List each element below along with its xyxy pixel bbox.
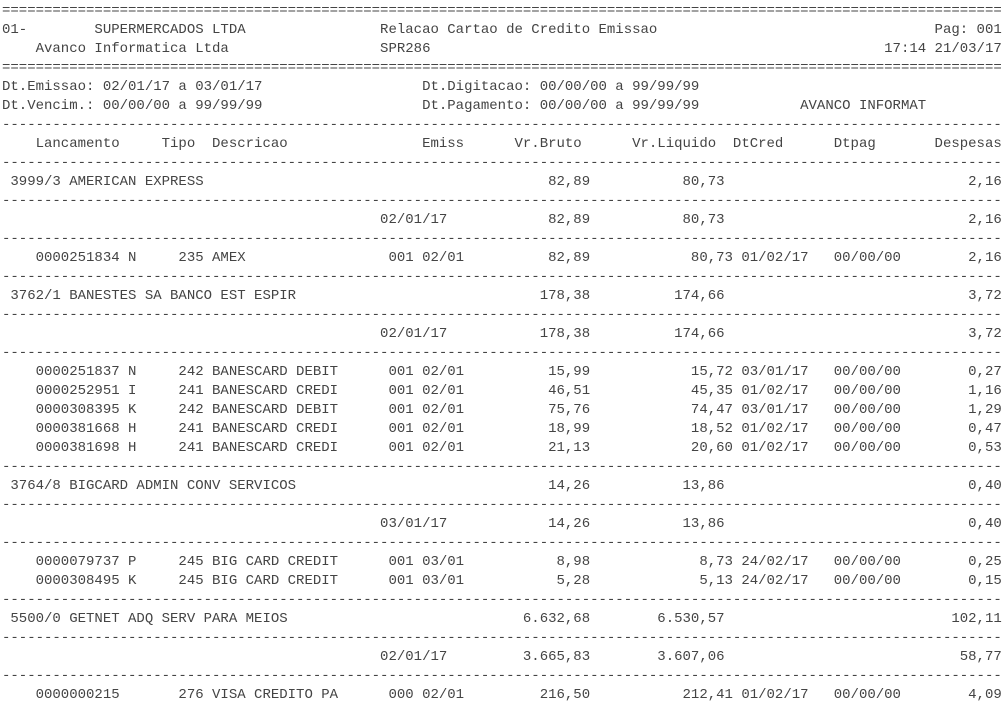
filter-dates-line: Dt.Vencim.: 00/00/00 a 99/99/99 Dt.Pagamento: 00/00/00 a 99/99/99 AVANCO INFORMAT	[2, 98, 1002, 114]
detail-row: 0000251834 N 235 AMEX 001 02/01 82,89 80,73 01/02/17 00/00/00 2,16	[2, 250, 1002, 266]
group-total-row: 3762/1 BANESTES SA BANCO EST ESPIR 178,38 174,66 3,72	[2, 288, 1002, 304]
detail-row: 0000381698 H 241 BANESCARD CREDI 001 02/01 21,13 20,60 01/02/17 00/00/00 0,53	[2, 440, 1002, 456]
date-subtotal-row: 02/01/17 178,38 174,66 3,72	[2, 326, 1002, 342]
separator-dashed-line: -----------------------------------------------------------------------------------------------------------------------	[2, 269, 1002, 285]
date-subtotal-row: 03/01/17 14,26 13,86 0,40	[2, 516, 1002, 532]
separator-dashed-line: -----------------------------------------------------------------------------------------------------------------------	[2, 231, 1002, 247]
filter-dates-line: Dt.Emissao: 02/01/17 a 03/01/17 Dt.Digitacao: 00/00/00 a 99/99/99	[2, 79, 1002, 95]
separator-dashed-line: -----------------------------------------------------------------------------------------------------------------------	[2, 497, 1002, 513]
detail-row: 0000000215 276 VISA CREDITO PA 000 02/01 216,50 212,41 01/02/17 00/00/00 4,09	[2, 687, 1002, 703]
report-title-line: 01- SUPERMERCADOS LTDA Relacao Cartao de Credito Emissao Pag: 001	[2, 22, 1002, 38]
separator-dashed-line: -----------------------------------------------------------------------------------------------------------------------	[2, 345, 1002, 361]
separator-dashed-line: -----------------------------------------------------------------------------------------------------------------------	[2, 668, 1002, 684]
separator-double-line: =======================================================================================================================	[2, 3, 1002, 19]
detail-row: 0000251837 N 242 BANESCARD DEBIT 001 02/01 15,99 15,72 03/01/17 00/00/00 0,27	[2, 364, 1002, 380]
separator-dashed-line: -----------------------------------------------------------------------------------------------------------------------	[2, 459, 1002, 475]
separator-double-line: =======================================================================================================================	[2, 60, 1002, 76]
separator-dashed-line: -----------------------------------------------------------------------------------------------------------------------	[2, 307, 1002, 323]
detail-row: 0000079737 P 245 BIG CARD CREDIT 001 03/01 8,98 8,73 24/02/17 00/00/00 0,25	[2, 554, 1002, 570]
separator-dashed-line: -----------------------------------------------------------------------------------------------------------------------	[2, 630, 1002, 646]
detail-row: 0000381668 H 241 BANESCARD CREDI 001 02/01 18,99 18,52 01/02/17 00/00/00 0,47	[2, 421, 1002, 437]
separator-dashed-line: -----------------------------------------------------------------------------------------------------------------------	[2, 117, 1002, 133]
date-subtotal-row: 02/01/17 3.665,83 3.607,06 58,77	[2, 649, 1002, 665]
detail-row: 0000308395 K 242 BANESCARD DEBIT 001 02/01 75,76 74,47 03/01/17 00/00/00 1,29	[2, 402, 1002, 418]
detail-row: 0000308495 K 245 BIG CARD CREDIT 001 03/01 5,28 5,13 24/02/17 00/00/00 0,15	[2, 573, 1002, 589]
group-total-row: 3999/3 AMERICAN EXPRESS 82,89 80,73 2,16	[2, 174, 1002, 190]
separator-dashed-line: -----------------------------------------------------------------------------------------------------------------------	[2, 592, 1002, 608]
group-total-row: 3764/8 BIGCARD ADMIN CONV SERVICOS 14,26 13,86 0,40	[2, 478, 1002, 494]
separator-dashed-line: -----------------------------------------------------------------------------------------------------------------------	[2, 155, 1002, 171]
table-header-line: Lancamento Tipo Descricao Emiss Vr.Bruto Vr.Liquido DtCred Dtpag Despesas	[2, 136, 1002, 152]
date-subtotal-row: 02/01/17 82,89 80,73 2,16	[2, 212, 1002, 228]
separator-dashed-line: -----------------------------------------------------------------------------------------------------------------------	[2, 535, 1002, 551]
separator-dashed-line: -----------------------------------------------------------------------------------------------------------------------	[2, 193, 1002, 209]
group-total-row: 5500/0 GETNET ADQ SERV PARA MEIOS 6.632,68 6.530,57 102,11	[2, 611, 1002, 627]
detail-row: 0000252951 I 241 BANESCARD CREDI 001 02/01 46,51 45,35 01/02/17 00/00/00 1,16	[2, 383, 1002, 399]
report-subtitle-line: Avanco Informatica Ltda SPR286 17:14 21/03/17	[2, 41, 1002, 57]
